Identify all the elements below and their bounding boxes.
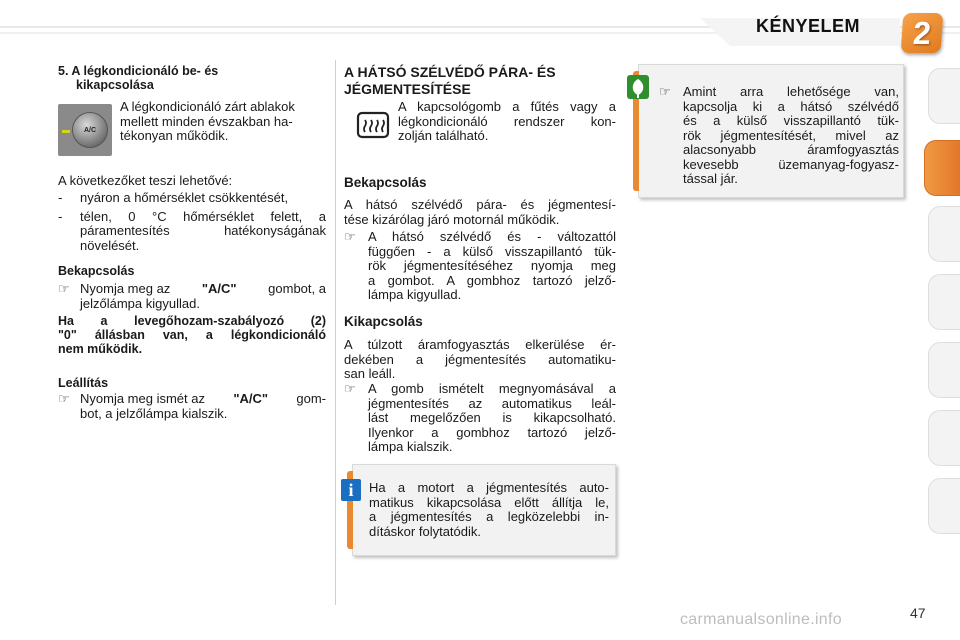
info-note-line: dításkor folytatódik. — [369, 523, 481, 539]
section-tab-6[interactable] — [928, 410, 960, 466]
column-divider — [335, 60, 336, 605]
ac-off-text-a: Nyomja meg ismét az — [80, 391, 205, 406]
info-note-line: Ha a motort a jégmentesítés auto- — [369, 480, 609, 495]
defrost-on-bullet-line: a gombot. A gombhoz tartozó jelző- — [368, 272, 616, 288]
ac-off-text — [80, 392, 326, 421]
ac-off-text-c: gom- — [296, 391, 326, 406]
ac-off-button-ref: "A/C" — [233, 391, 269, 406]
eco-note-content — [659, 85, 899, 187]
section-tab-7[interactable] — [928, 478, 960, 534]
defrost-on-bullet-line: lámpa kigyullad. — [368, 287, 462, 302]
ac-on-line — [80, 282, 326, 297]
ac-section-heading-line2: kikapcsolása — [76, 78, 154, 92]
ac-list-item — [58, 191, 326, 206]
rear-defrost-icon — [356, 110, 390, 142]
ac-allows-text: A következőket teszi lehetővé: — [58, 173, 233, 188]
eco-leaf-icon — [627, 75, 649, 99]
eco-note-line: kapcsolja ki a hátsó szélvédő — [683, 98, 899, 114]
eco-note-line: kevesebb üzemanyag-fogyasz- — [683, 156, 899, 172]
defrost-off-para-line: dekében a jégmentesítés automatiku- — [344, 351, 616, 367]
ac-on-text — [80, 282, 326, 311]
defrost-title-line1: A HÁTSÓ SZÉLVÉDŐ PÁRA- ÉS — [344, 64, 556, 80]
defrost-off-para-line: san leáll. — [344, 366, 396, 381]
ac-list — [58, 191, 326, 253]
list-item-line: növelését. — [80, 237, 140, 253]
defrost-on-para — [344, 198, 616, 227]
bullet-finger-icon: ☞ — [344, 381, 356, 396]
chapter-number-badge — [901, 13, 944, 53]
watermark: carmanualsonline.info — [680, 611, 842, 628]
chapter-title: KÉNYELEM — [756, 16, 861, 36]
section-tab-4[interactable] — [928, 274, 960, 330]
eco-note-line: rök jégmentesítését, mivel az — [683, 127, 899, 143]
ac-off-text-d: bot, a jelzőlámpa kialszik. — [80, 405, 228, 421]
list-item-line: télen, 0 °C hőmérséklet felett, a — [80, 208, 326, 224]
ac-off-line — [80, 392, 326, 407]
ac-on-text-a: Nyomja meg az — [80, 281, 171, 296]
list-dash: - — [58, 208, 63, 224]
ac-intro — [120, 100, 326, 144]
defrost-off-bullet-line: lást megelőzően is kikapcsolható. — [368, 410, 616, 425]
ac-on-instruction — [58, 282, 326, 311]
ac-warning-line: nem működik. — [58, 342, 143, 356]
page-number: 47 — [910, 605, 926, 621]
defrost-on-para-line: tése kizárólag járó motornál működik. — [344, 211, 560, 227]
ac-warning-line: Ha a levegőhozam-szabályozó (2) — [58, 314, 326, 328]
ac-indicator-led — [62, 130, 70, 133]
defrost-off-heading: Kikapcsolás — [344, 314, 423, 329]
defrost-off-bullet-text — [368, 382, 616, 455]
ac-section-heading-line1: 5. A légkondicionáló be- és — [58, 64, 219, 78]
defrost-intro — [398, 100, 616, 144]
info-note-text — [369, 481, 609, 539]
ac-knob: A/C — [72, 112, 108, 148]
info-icon: i — [341, 479, 361, 501]
defrost-on-para-line: A hátsó szélvédő pára- és jégmentesí- — [344, 197, 616, 212]
section-tab-3[interactable] — [928, 206, 960, 262]
bullet-finger-icon: ☞ — [344, 229, 356, 244]
ac-intro-line: tékonyan működik. — [120, 128, 229, 143]
list-item-line: páramentesítés hatékonyságának — [80, 223, 326, 238]
info-note-line: matikus kikapcsolása előtt állítja le, — [369, 494, 609, 510]
eco-note-line: Amint arra lehetősége van, — [683, 84, 899, 99]
defrost-off-para — [344, 338, 616, 382]
defrost-on-instruction — [344, 230, 616, 303]
defrost-off-para-line: A túlzott áramfogyasztás elkerülése ér- — [344, 337, 616, 352]
defrost-off-bullet-line: Ilyenkor a gombhoz tartozó jelző- — [368, 424, 616, 440]
section-tab-1[interactable] — [928, 68, 960, 124]
defrost-on-bullet-line: A hátsó szélvédő és - változattól — [368, 229, 616, 244]
ac-intro-line: A légkondicionáló zárt ablakok — [120, 99, 295, 114]
ac-warning-line: "0" állásban van, a légkondicionáló — [58, 328, 326, 342]
ac-on-heading: Bekapcsolás — [58, 264, 135, 278]
ac-intro-line: mellett minden évszakban ha- — [120, 113, 293, 129]
section-tab-rail — [928, 68, 960, 576]
ac-off-heading: Leállítás — [58, 376, 109, 390]
info-note-line: a jégmentesítés a legközelebbi in- — [369, 509, 609, 524]
defrost-intro-line: légkondicionáló rendszer kon- — [398, 113, 616, 129]
bullet-finger-icon: ☞ — [58, 391, 70, 406]
ac-warning — [58, 314, 326, 356]
chapter-number: 2 — [911, 15, 933, 51]
defrost-on-bullet-text — [368, 230, 616, 303]
section-tab-5[interactable] — [928, 342, 960, 398]
defrost-on-bullet-line: rök jégmentesítéséhez nyomja meg — [368, 258, 616, 273]
bullet-finger-icon: ☞ — [659, 84, 671, 99]
defrost-title-line2: JÉGMENTESÍTÉSE — [344, 81, 471, 97]
ac-list-item — [58, 210, 326, 254]
defrost-intro-line: zolján található. — [398, 128, 489, 143]
ac-on-text-c: gombot, a — [268, 281, 326, 296]
ac-on-button-ref: "A/C" — [201, 281, 237, 296]
defrost-off-instruction — [344, 382, 616, 455]
ac-button-photo — [58, 104, 112, 156]
list-dash: - — [58, 190, 63, 205]
defrost-on-heading: Bekapcsolás — [344, 175, 427, 190]
defrost-off-bullet-line: jégmentesítés az automatikus leál- — [368, 395, 616, 411]
defrost-off-bullet-line: lámpa kialszik. — [368, 439, 453, 454]
eco-note-line: tással jár. — [683, 171, 738, 186]
ac-on-text-d: jelzőlámpa kigyullad. — [80, 295, 200, 311]
bullet-finger-icon: ☞ — [58, 281, 70, 296]
info-note-box — [348, 464, 616, 556]
defrost-section-title — [344, 64, 556, 98]
eco-note-line: és a külső visszapillantó tük- — [683, 113, 899, 128]
eco-note-box — [638, 64, 904, 198]
list-item-text: nyáron a hőmérséklet csökkentését, — [80, 190, 289, 205]
list-item-text — [80, 210, 326, 254]
eco-note-text — [683, 85, 899, 187]
defrost-intro-line: A kapcsológomb a fűtés vagy a — [398, 99, 616, 114]
defrost-on-bullet-line: függően - a külső visszapillantó tük- — [368, 243, 616, 259]
defrost-off-bullet-line: A gomb ismételt megnyomásával a — [368, 381, 616, 396]
section-tab-2-active[interactable] — [924, 140, 960, 196]
eco-note-line: alacsonyabb áramfogyasztás — [683, 142, 899, 157]
ac-off-instruction — [58, 392, 326, 421]
